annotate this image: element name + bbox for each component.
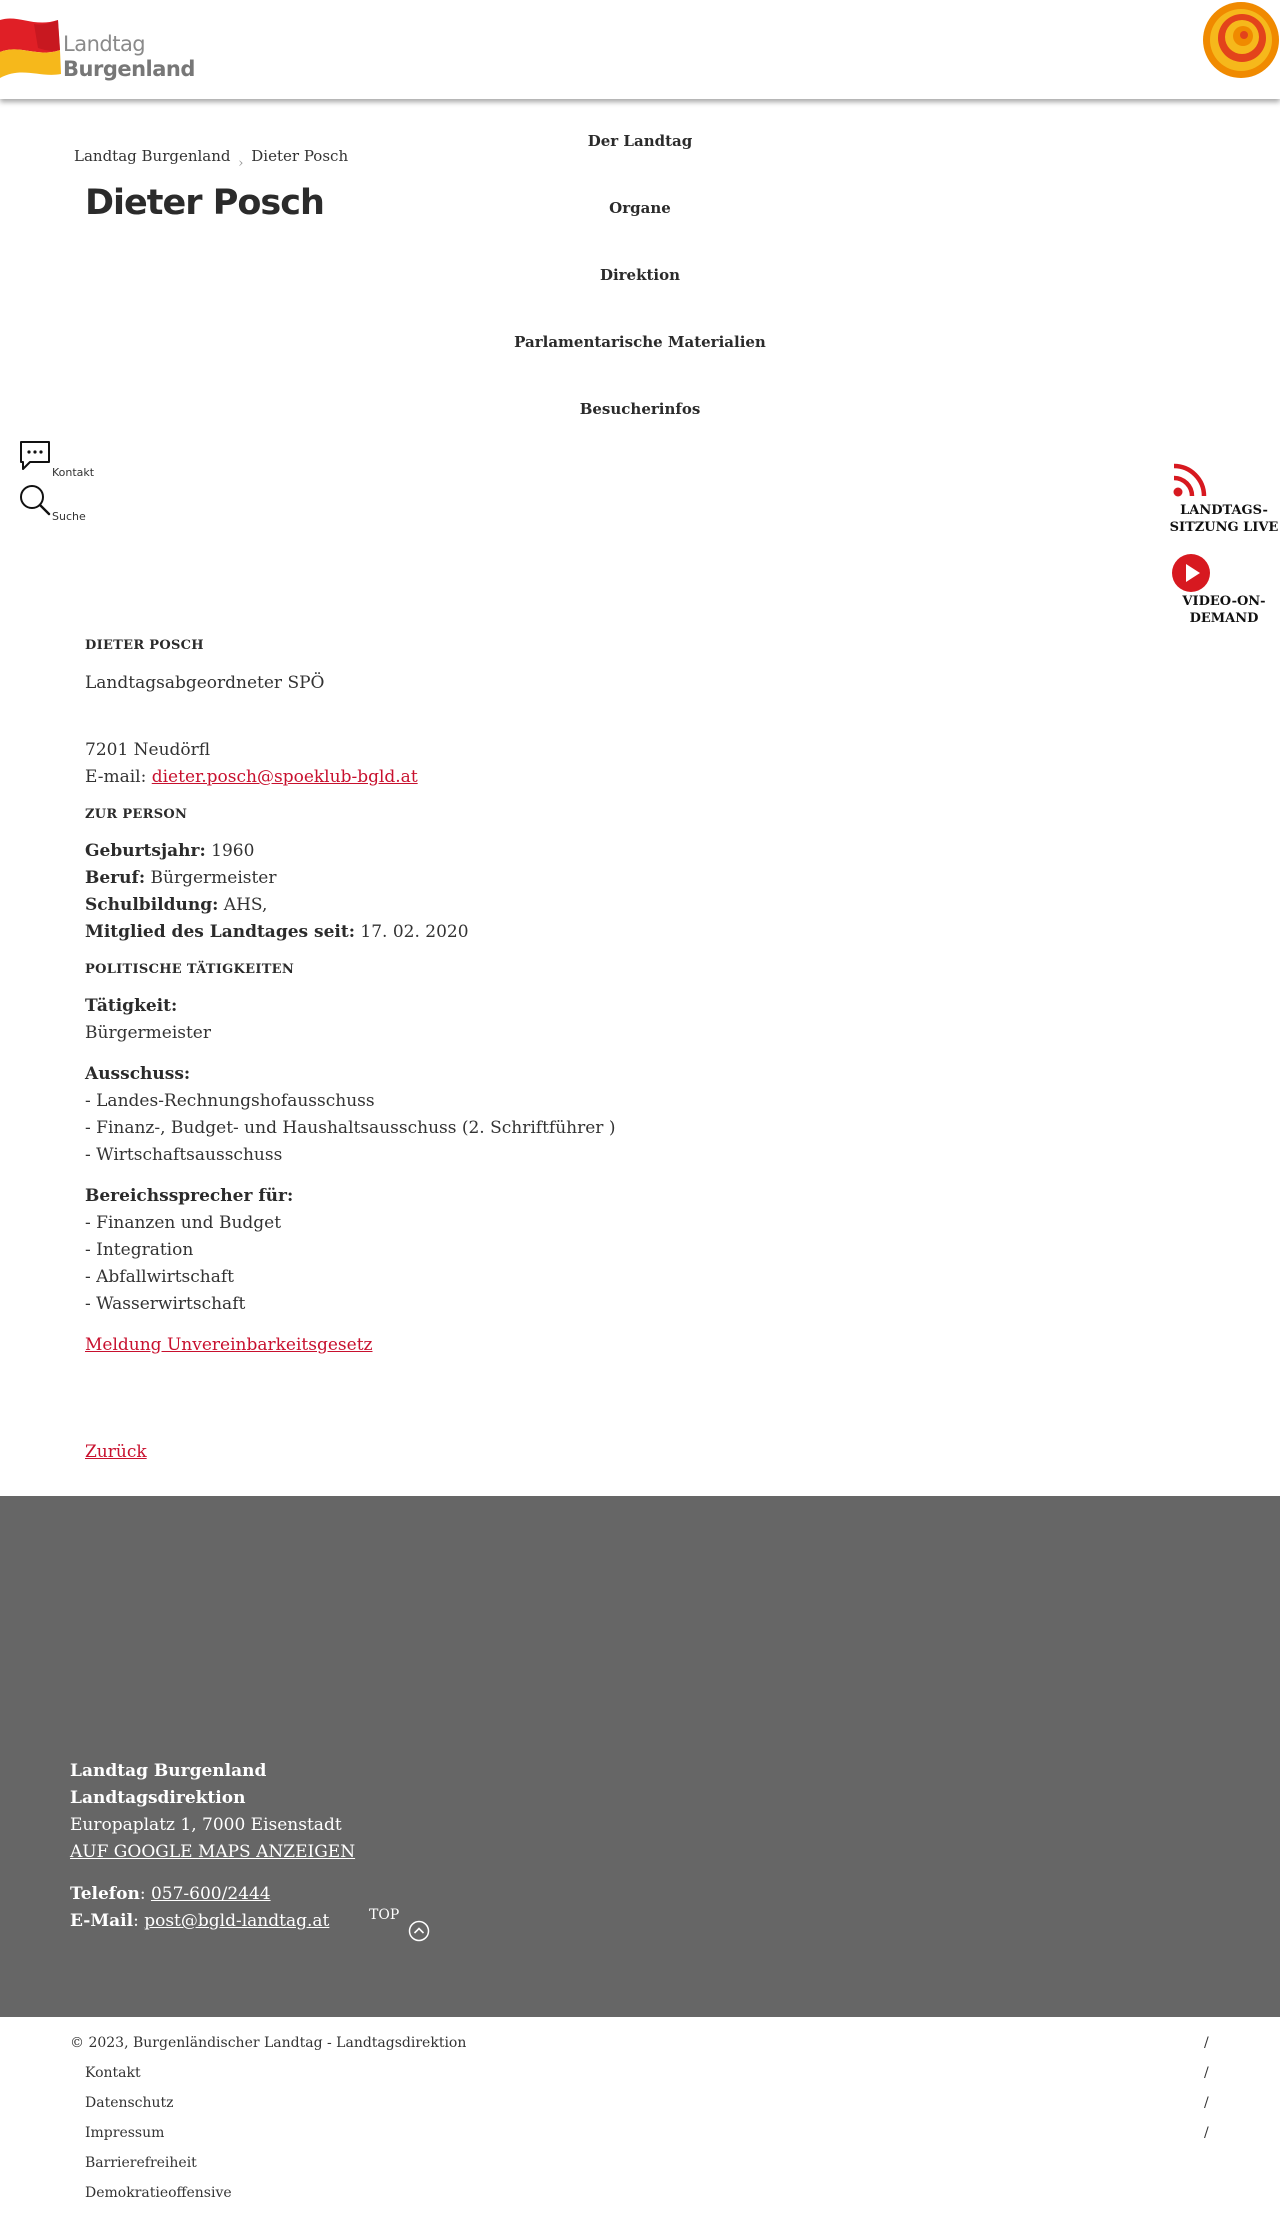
back-to-top-label[interactable]: TOP (369, 1907, 400, 1923)
footer-phone-label: Telefon (70, 1884, 140, 1904)
play-icon (1171, 553, 1211, 593)
footer-maps-link[interactable]: AUF GOOGLE MAPS ANZEIGEN (70, 1842, 356, 1862)
birth-value: 1960 (211, 841, 255, 861)
activity-label: Tätigkeit: (85, 996, 178, 1016)
spokesperson-item: - Integration (85, 1240, 194, 1260)
legal-row (70, 2035, 1220, 2065)
legal-link-kontakt[interactable]: Kontakt (85, 2065, 141, 2081)
activity-label-row (85, 993, 985, 1020)
committee-item: - Finanz-, Budget- und Haushaltsausschuss (2. Schriftführer ) (85, 1118, 616, 1138)
activity-value: Bürgermeister (85, 1023, 211, 1043)
footer-contact-block (70, 1758, 355, 1935)
legal-row (70, 2155, 1220, 2185)
legal-link-demokratieoffensive[interactable]: Demokratieoffensive (85, 2185, 232, 2201)
political-heading: POLITISCHE TÄTIGKEITEN (85, 962, 295, 977)
legal-row (70, 2125, 1220, 2155)
school-value: AHS, (223, 895, 268, 915)
search-tool[interactable] (18, 484, 86, 523)
live-label (1168, 502, 1280, 536)
chat-bubble-icon (18, 440, 52, 472)
flag-icon (0, 16, 62, 78)
footer-org-1: Landtag Burgenland (70, 1761, 267, 1781)
logo-line-2: Burgenland (63, 57, 195, 81)
legal-row (70, 2095, 1220, 2125)
legal-separator: / (1204, 2125, 1209, 2141)
spokesperson-item: - Abfallwirtschaft (85, 1267, 235, 1287)
site-header (0, 0, 1280, 99)
nav-item-besucherinfos[interactable]: Besucherinfos (579, 400, 701, 418)
footer-email-label: E-Mail (70, 1911, 134, 1931)
footer-phone-link[interactable]: 057-600/2444 (150, 1884, 271, 1904)
profile-role: Landtagsabgeordneter SPÖ (85, 673, 325, 693)
legal-link-barrierefreiheit[interactable]: Barrierefreiheit (85, 2155, 197, 2171)
vod-label (1168, 593, 1280, 627)
page-title: Dieter Posch (85, 183, 324, 223)
birth-label: Geburtsjahr: (85, 841, 206, 861)
committee-item: - Wirtschaftsausschuss (85, 1145, 283, 1165)
footer-phone-row (70, 1881, 355, 1908)
contact-tool[interactable] (18, 440, 95, 479)
incompatibility-link[interactable]: Meldung Unvereinbarkeitsgesetz (85, 1335, 373, 1355)
legal-link-datenschutz[interactable]: Datenschutz (85, 2095, 174, 2111)
live-label-line-2: SITZUNG LIVE (1169, 520, 1279, 535)
school-label: Schulbildung: (85, 895, 219, 915)
spokesperson-label: Bereichssprecher für: (85, 1186, 294, 1206)
back-link[interactable]: Zurück (85, 1442, 147, 1462)
profile-name-heading: DIETER POSCH (85, 638, 204, 653)
breadcrumb-home[interactable]: Landtag Burgenland (74, 147, 231, 165)
legal-link-impressum[interactable]: Impressum (85, 2125, 165, 2141)
burgenland-sun-icon[interactable] (1196, 0, 1280, 80)
committee-label: Ausschuss: (85, 1064, 191, 1084)
profile-address: 7201 Neudörfl (85, 740, 211, 760)
legal-separator: / (1204, 2095, 1209, 2111)
member-row (85, 919, 985, 946)
committee-label-row (85, 1061, 985, 1088)
contact-tool-label: Kontakt (52, 466, 95, 479)
footer-phone-colon: : (139, 1884, 146, 1904)
vod-label-line-2: DEMAND (1189, 611, 1259, 626)
nav-item-organe[interactable]: Organe (609, 199, 671, 217)
spokesperson-item: - Finanzen und Budget (85, 1213, 282, 1233)
job-row (85, 865, 985, 892)
birth-row (85, 838, 985, 865)
search-tool-label: Suche (52, 510, 86, 523)
breadcrumb-current: Dieter Posch (251, 147, 349, 165)
profile-email-link[interactable]: dieter.posch@spoeklub-bgld.at (151, 767, 418, 787)
spokesperson-item: - Wasserwirtschaft (85, 1294, 246, 1314)
back-row (85, 1439, 985, 1466)
footer-address: Europaplatz 1, 7000 Eisenstadt (70, 1815, 342, 1835)
search-icon (18, 484, 52, 518)
nav-item-direktion[interactable]: Direktion (599, 266, 681, 284)
landtag-logo[interactable] (0, 16, 195, 86)
footer-email-link[interactable]: post@bgld-landtag.at (144, 1911, 330, 1931)
vod-label-line-1: VIDEO-ON- (1182, 594, 1266, 609)
site-footer (0, 1496, 1280, 2017)
job-label: Beruf: (85, 868, 146, 888)
job-value: Bürgermeister (150, 868, 277, 888)
copyright-text: © 2023, Burgenländischer Landtag - Landtagsdirektion (70, 2035, 467, 2051)
legal-separator: / (1204, 2065, 1209, 2081)
chevron-up-circle-icon[interactable] (408, 1920, 430, 1942)
member-label: Mitglied des Landtages seit: (85, 922, 355, 942)
school-row (85, 892, 985, 919)
landtagssitzung-live-button[interactable] (1168, 462, 1280, 536)
profile-email-line (85, 764, 985, 791)
spokesperson-label-row (85, 1183, 985, 1210)
nav-item-parlamentarische-materialien[interactable]: Parlamentarische Materialien (514, 333, 766, 351)
incompatibility-row (85, 1332, 985, 1359)
legal-separator: / (1204, 2035, 1209, 2051)
member-value: 17. 02. 2020 (360, 922, 469, 942)
nav-item-der-landtag[interactable]: Der Landtag (587, 132, 693, 150)
legal-row (70, 2185, 1220, 2215)
breadcrumb (74, 147, 349, 171)
footer-email-colon: : (133, 1911, 139, 1931)
live-label-line-1: LANDTAGS- (1180, 503, 1268, 518)
profile-email-label: E-mail: (85, 767, 147, 787)
legal-row (70, 2065, 1220, 2095)
committee-item: - Landes-Rechnungshofausschuss (85, 1091, 375, 1111)
footer-org-2: Landtagsdirektion (70, 1788, 246, 1808)
footer-email-row (70, 1908, 355, 1935)
logo-line-1: Landtag (63, 32, 146, 56)
profile-content (85, 630, 985, 1466)
person-heading: ZUR PERSON (85, 807, 188, 822)
breadcrumb-separator: › (238, 156, 244, 171)
rss-icon (1172, 462, 1208, 498)
